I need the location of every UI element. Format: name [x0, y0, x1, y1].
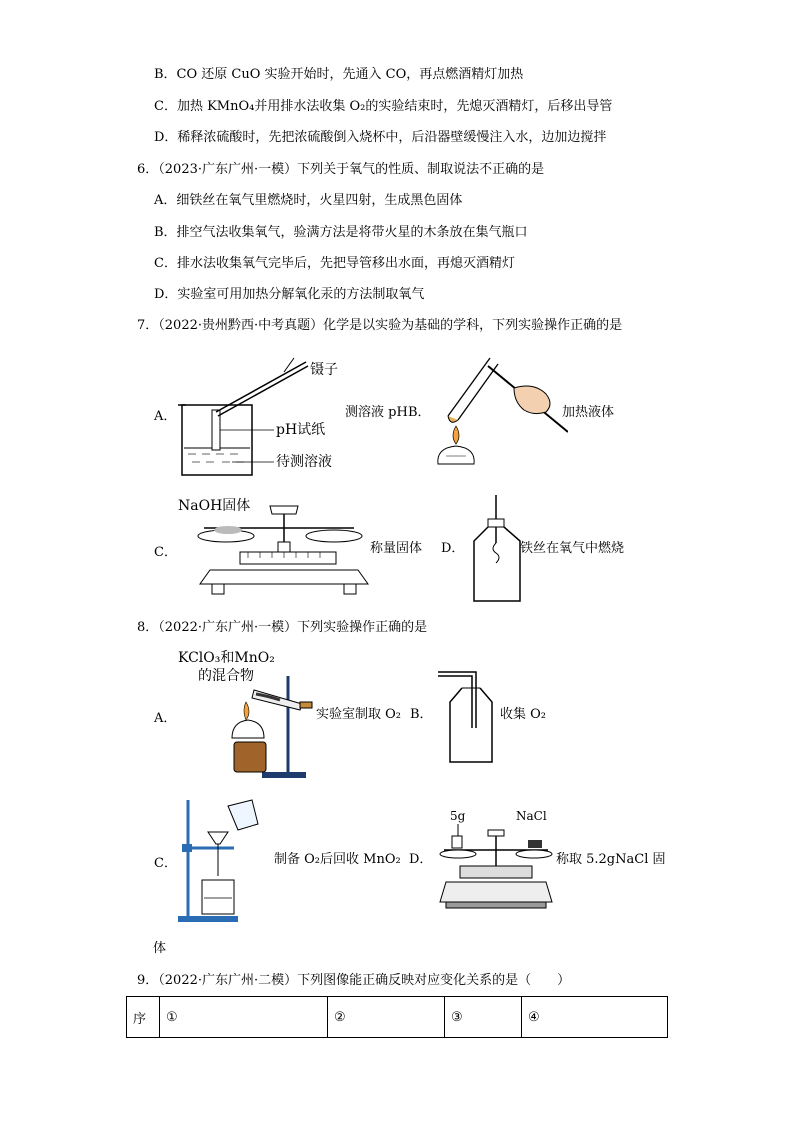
q7-a-letter: A．: [154, 409, 177, 424]
q8-c-letter: C．: [154, 856, 177, 871]
q6-option-c: C．排水法收集氧气完毕后，先把导管移出水面，再熄灭酒精灯: [154, 256, 515, 271]
q5-option-c: C．加热 KMnO₄并用排水法收集 O₂的实验结束时，先熄灭酒精灯，后移出导管: [154, 99, 613, 114]
weighing-nacl-figure: [436, 806, 556, 912]
table-cell-4: ④: [522, 997, 668, 1038]
q8-c-caption: 制备 O₂后回收 MnO₂: [274, 852, 401, 867]
q8-a-letter: A．: [154, 711, 177, 726]
q8-d-caption-wrap: 体: [153, 941, 167, 956]
q8-a-caption: 实验室制取 O₂: [316, 707, 402, 722]
q6-stem: 6．（2023·广东广州·一模）下列关于氧气的性质、制取说法不正确的是: [137, 162, 545, 177]
table-cell-seq: 序: [127, 997, 160, 1038]
q8-stem: 8．（2022·广东广州·一模）下列实验操作正确的是: [137, 620, 428, 635]
q7-b-caption: 加热液体: [562, 405, 615, 420]
gas-collection-figure: [436, 668, 500, 764]
q7-b-letter: B．: [408, 405, 431, 420]
q6-option-b: B．排空气法收集氧气，验满方法是将带火星的木条放在集气瓶口: [154, 225, 528, 240]
q7-a-caption: 测溶液 pH: [345, 405, 408, 420]
q5-option-d: D．稀释浓硫酸时，先把浓硫酸倒入烧杯中，后沿器壁缓慢注入水，边加边搅拌: [154, 130, 607, 145]
iron-wire-figure: [466, 493, 526, 605]
heating-liquid-figure: [428, 354, 568, 474]
nacl-label: NaCl: [516, 809, 547, 823]
mixture-label-2: 的混合物: [198, 668, 254, 684]
filtration-figure: [174, 794, 274, 926]
kclo3-heating-figure: [176, 646, 324, 782]
q5-option-b: B．CO 还原 CuO 实验开始时，先通入 CO，再点燃酒精灯加热: [154, 67, 524, 82]
q6-option-d: D．实验室可用加热分解氧化汞的方法制取氧气: [154, 287, 425, 302]
mixture-label-1: KClO₃和MnO₂: [178, 650, 275, 666]
q9-table: [126, 996, 668, 1038]
table-row: [127, 997, 668, 1038]
table-cell-3: ③: [445, 997, 522, 1038]
q9-stem: 9．（2022·广东广州·二模）下列图像能正确反映对应变化关系的是（ ）: [137, 973, 571, 988]
balance-figure: [174, 492, 374, 602]
solution-label: 待测溶液: [276, 454, 332, 470]
q7-d-caption: 铁丝在氧气中燃烧: [520, 541, 625, 556]
q6-option-a: A．细铁丝在氧气里燃烧时，火星四射，生成黑色固体: [154, 193, 463, 208]
ph-paper-label: pH试纸: [276, 422, 326, 438]
naoh-label: NaOH固体: [178, 498, 251, 514]
tweezers-label: 镊子: [310, 362, 338, 378]
q7-d-letter: D．: [441, 541, 465, 556]
q8-b-letter: B．: [410, 707, 433, 722]
table-cell-2: ②: [328, 997, 445, 1038]
q7-c-letter: C．: [154, 545, 177, 560]
q7-stem: 7．（2022·贵州黔西·中考真题）化学是以实验为基础的学科，下列实验操作正确的是: [137, 318, 623, 333]
q7-c-caption: 称量固体: [370, 541, 423, 556]
table-cell-1: ①: [160, 997, 328, 1038]
q8-d-caption: 称取 5.2gNaCl 固: [556, 852, 666, 867]
weight-label: 5g: [450, 809, 466, 823]
ph-test-figure: [176, 350, 346, 480]
q8-d-letter: D．: [409, 852, 433, 867]
q8-b-caption: 收集 O₂: [500, 707, 547, 722]
